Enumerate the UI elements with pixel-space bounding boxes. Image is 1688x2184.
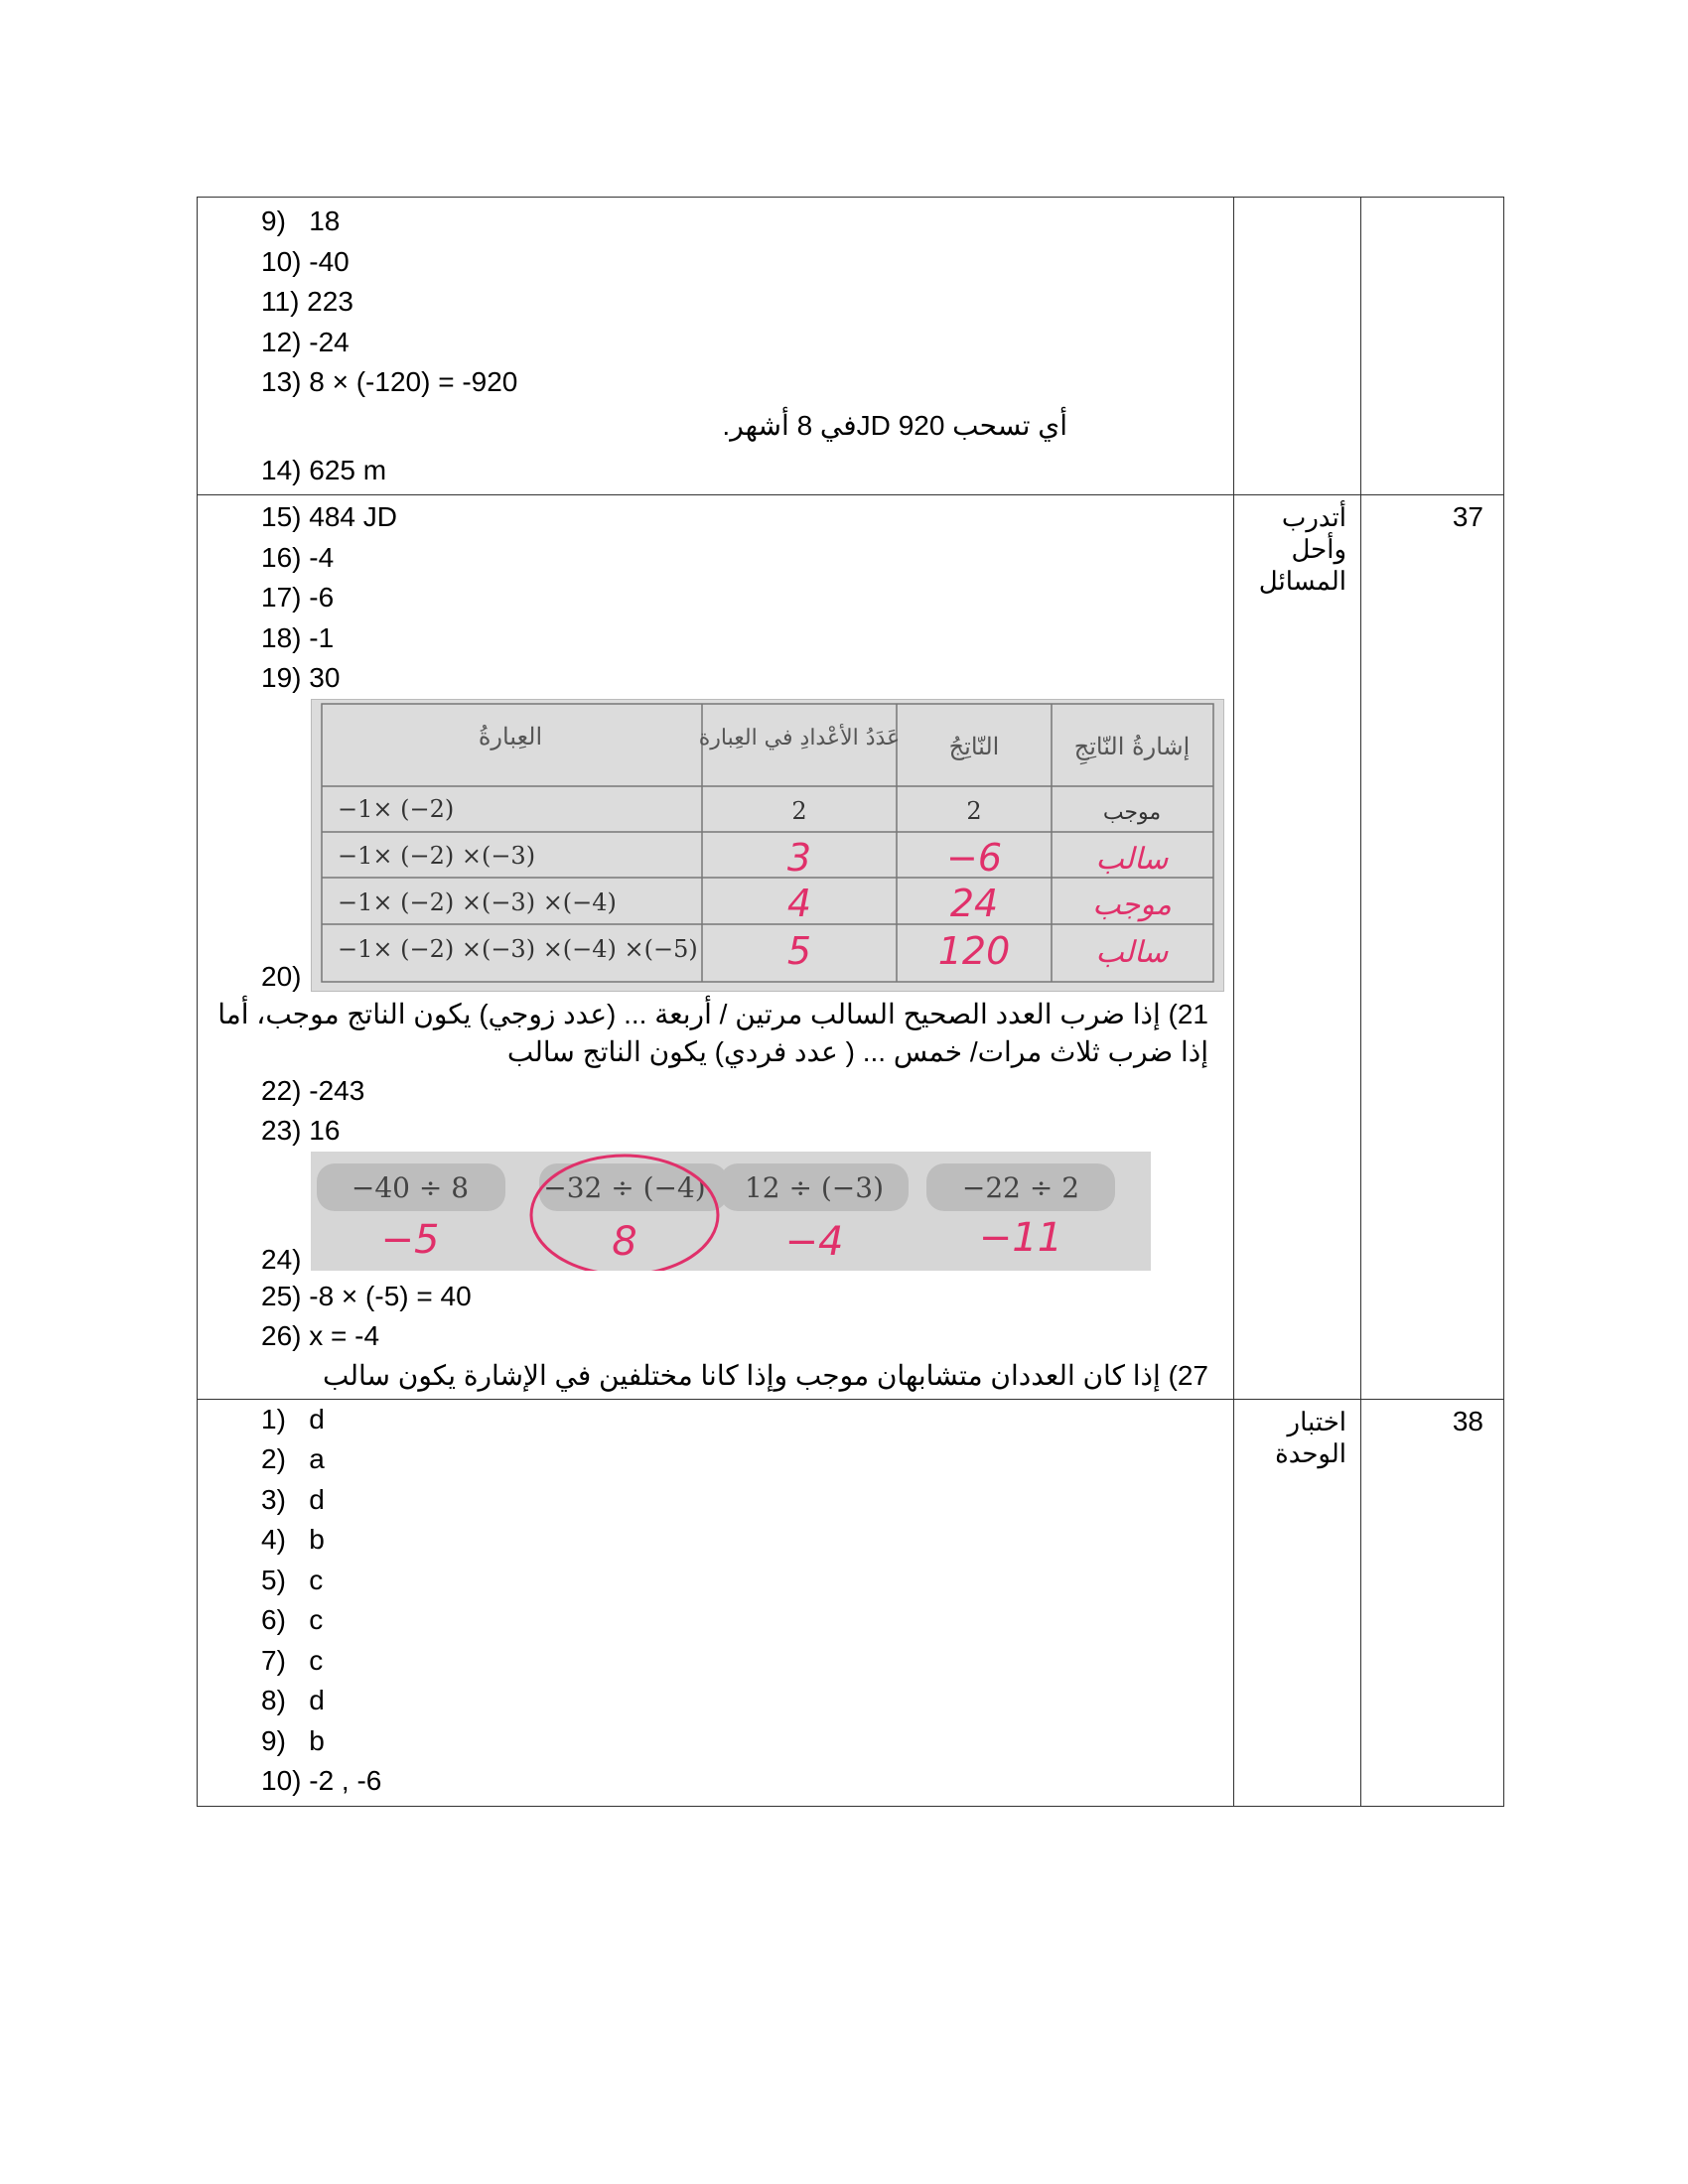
row4-count: 5 xyxy=(786,928,812,973)
answers-cell xyxy=(198,198,1234,495)
card-answer: −4 xyxy=(784,1218,844,1265)
answer-line: 26) x = -4 xyxy=(261,1320,380,1351)
row2-sign: سالب xyxy=(1095,841,1169,877)
q27-answer-rtl: 27) إذا كان العددان متشابهان موجب وإذا كانا مختلفين في الإشارة يكون سالب xyxy=(322,1359,1208,1391)
q21-answer-rtl: 21) إذا ضرب العدد الصحيح السالب مرتين / أربعة ... (عدد زوجي) يكون الناتج موجب، أما إذا ضرب ثلاث مرات/ خمس ... ( عدد فردي) يكون الناتج سالب xyxy=(217,998,1208,1067)
lesson-cell xyxy=(1234,198,1361,495)
answer-line: 15) 484 JD xyxy=(261,501,397,532)
lesson-label: اختبار الوحدة xyxy=(1275,1406,1346,1468)
answer-line: 14) 625 m xyxy=(261,454,387,485)
q20-block xyxy=(261,699,1233,994)
lesson-cell xyxy=(1234,495,1361,1400)
q24-label: 24) xyxy=(261,1243,302,1275)
answer-line: 10) -40 xyxy=(261,245,350,277)
answer-line: 4) b xyxy=(261,1524,325,1555)
answer-line: 22) -243 xyxy=(261,1074,365,1106)
row2-expr: −1× (−2) ×(−3) xyxy=(338,841,536,870)
card-answer: 8 xyxy=(612,1218,637,1265)
row4-result: 120 xyxy=(937,928,1011,973)
answer-key-table xyxy=(197,197,1504,1807)
row3-expr: −1× (−2) ×(−3) ×(−4) xyxy=(338,887,617,916)
q20-scanned-table xyxy=(311,699,1224,992)
table-row xyxy=(198,1399,1504,1806)
header-sign: إشارةُ النّاتِجِ xyxy=(1073,732,1191,760)
row2-count: 3 xyxy=(786,835,812,880)
lesson-label xyxy=(1234,198,1360,204)
answer-line: 3) d xyxy=(261,1483,325,1515)
answer-line: 2) a xyxy=(261,1443,325,1474)
answer-note-rtl: أي تسحب 920 JDفي 8 أشهر. xyxy=(722,409,1067,441)
row1-result: 2 xyxy=(966,796,982,825)
row1-count: 2 xyxy=(791,796,807,825)
card-expr: −40 ÷ 8 xyxy=(351,1170,470,1204)
answer-line: 16) -4 xyxy=(261,541,335,573)
row3-result: 24 xyxy=(949,881,999,925)
row4-sign: سالب xyxy=(1095,934,1169,970)
header-expression: العِبارةُ xyxy=(478,722,543,751)
answer-line: 17) -6 xyxy=(261,582,335,613)
answer-line: 8) d xyxy=(261,1685,325,1715)
answer-line: 10) -2 , -6 xyxy=(261,1765,382,1796)
q24-scanned-cards xyxy=(311,1152,1151,1271)
lesson-label: أتدرب وأحل المسائل xyxy=(1258,502,1346,596)
answer-line: 12) -24 xyxy=(261,326,350,357)
row1-sign: موجب xyxy=(1102,799,1162,825)
page-number: 37 xyxy=(1452,501,1483,532)
card-answer: −5 xyxy=(380,1216,440,1263)
answer-line: 6) c xyxy=(261,1604,324,1635)
q20-label: 20) xyxy=(261,960,302,992)
answer-line: 18) -1 xyxy=(261,621,335,653)
answer-line: 5) c xyxy=(261,1564,324,1595)
page-number: 38 xyxy=(1452,1405,1483,1436)
header-result: النّاتِجُ xyxy=(948,732,1000,760)
answer-line: 25) -8 × (-5) = 40 xyxy=(261,1280,472,1311)
answer-line: 1) d xyxy=(261,1403,325,1434)
row4-expr: −1× (−2) ×(−3) ×(−4) ×(−5) xyxy=(338,934,698,963)
card-expr: −32 ÷ (−4) xyxy=(543,1170,706,1204)
table-row xyxy=(198,198,1504,495)
answer-line: 13) 8 × (-120) = -920 xyxy=(261,366,518,397)
row2-result: −6 xyxy=(945,835,1003,880)
card-expr: 12 ÷ (−3) xyxy=(744,1170,885,1204)
answer-key-sheet xyxy=(197,197,1503,1807)
row3-count: 4 xyxy=(786,881,812,925)
q24-block xyxy=(261,1152,1233,1277)
answers-cell xyxy=(198,495,1234,1400)
answer-line: 9) 18 xyxy=(261,205,341,236)
answer-line: 11) 223 xyxy=(261,286,353,317)
page-cell xyxy=(1361,1399,1504,1806)
header-count: عَدَدُ الأعْدادِ في العِبارة xyxy=(698,725,901,751)
page-cell xyxy=(1361,495,1504,1400)
answer-line: 7) c xyxy=(261,1644,324,1676)
answers-cell xyxy=(198,1399,1234,1806)
row3-sign: موجب xyxy=(1092,887,1172,922)
page-number xyxy=(1361,198,1503,204)
table-row xyxy=(198,495,1504,1400)
answer-line: 19) 30 xyxy=(261,662,341,693)
answer-line: 23) 16 xyxy=(261,1115,341,1146)
card-answer: −11 xyxy=(978,1214,1063,1261)
row1-expr: −1× (−2) xyxy=(338,794,455,823)
card-expr: −22 ÷ 2 xyxy=(961,1170,1080,1204)
page-cell xyxy=(1361,198,1504,495)
answer-line: 9) b xyxy=(261,1724,325,1756)
lesson-cell xyxy=(1234,1399,1361,1806)
